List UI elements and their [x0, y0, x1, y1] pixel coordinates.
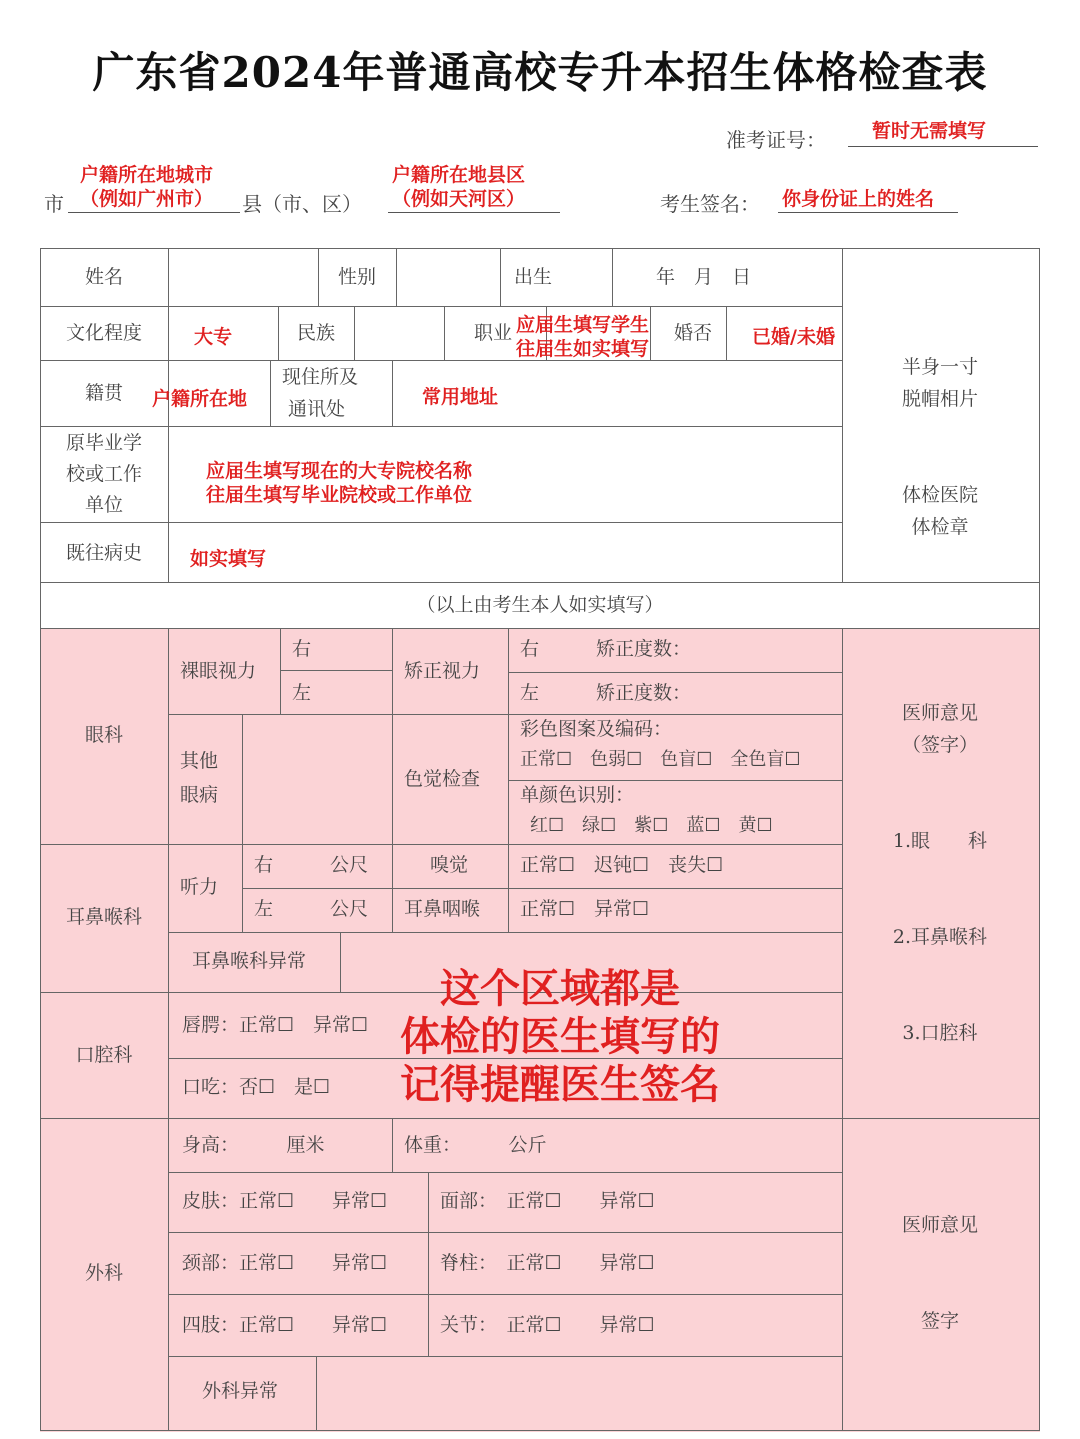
surgery-section-label: 外科 — [84, 1262, 123, 1284]
ethnicity-label: 民族 — [296, 322, 335, 344]
neck-options[interactable]: 颈部：正常☐ 异常☐ — [182, 1252, 388, 1274]
city-field[interactable] — [68, 212, 240, 213]
spine-options[interactable]: 脊柱： 正常☐ 异常☐ — [440, 1252, 655, 1274]
doctor-sign-note: （签字） — [901, 734, 978, 756]
education-value: 大专 — [194, 326, 233, 348]
surgery-abnormal-label: 外科异常 — [202, 1380, 279, 1402]
lips-options[interactable]: 唇腭：正常☐ 异常☐ — [182, 1014, 369, 1036]
ent-abnormal-label: 耳鼻喉科异常 — [192, 950, 307, 972]
joints-options[interactable]: 关节： 正常☐ 异常☐ — [440, 1314, 655, 1336]
annotation-line-1: 这个区域都是 — [440, 966, 680, 1012]
eye-section-label: 眼科 — [84, 724, 123, 746]
address-label-1: 现住所及 — [282, 366, 359, 388]
occupation-value-2: 往届生如实填写 — [516, 338, 650, 360]
smell-options[interactable]: 正常☐ 迟钝☐ 丧失☐ — [520, 854, 724, 876]
name-field[interactable] — [170, 250, 316, 304]
face-options[interactable]: 面部： 正常☐ 异常☐ — [440, 1190, 655, 1212]
history-value: 如实填写 — [190, 548, 267, 570]
birth-label: 出生 — [514, 266, 553, 288]
gender-label: 性别 — [337, 266, 376, 288]
city-hint-1: 户籍所在地城市 — [80, 164, 214, 186]
exam-number-field[interactable] — [848, 146, 1038, 147]
doctor-opinion-label: 医师意见 — [901, 702, 978, 724]
corrected-left-label: 左 矫正度数： — [520, 682, 692, 704]
corrected-right-label: 右 矫正度数： — [520, 638, 692, 660]
hearing-right: 右 公尺 — [254, 854, 369, 876]
school-label-3: 单位 — [84, 494, 123, 516]
naked-right-label: 右 — [292, 638, 312, 660]
self-fill-note: （以上由考生本人如实填写） — [416, 594, 664, 616]
ethnicity-field[interactable] — [356, 308, 442, 358]
city-label: 市 — [44, 192, 64, 216]
doctor-eye-sign[interactable]: 1.眼 科 — [892, 830, 988, 852]
school-value-2: 往届生填写毕业院校或工作单位 — [206, 484, 473, 506]
occupation-value-1: 应届生填写学生 — [516, 314, 650, 336]
skin-options[interactable]: 皮肤：正常☐ 异常☐ — [182, 1190, 388, 1212]
single-color-label: 单颜色识别： — [520, 784, 635, 806]
hearing-label: 听力 — [180, 876, 219, 898]
stutter-options[interactable]: 口吃：否☐ 是☐ — [182, 1076, 331, 1098]
stamp-label-2: 体检章 — [911, 516, 969, 538]
birth-date-field[interactable]: 年 月 日 — [656, 266, 752, 288]
school-value-1: 应届生填写现在的大专院校名称 — [206, 460, 473, 482]
education-label: 文化程度 — [65, 322, 142, 344]
color-pattern-label: 彩色图案及编码： — [520, 718, 673, 740]
exam-number-hint: 暂时无需填写 — [872, 120, 987, 142]
mouth-section-label: 口腔科 — [75, 1044, 133, 1066]
origin-value: 户籍所在地 — [152, 388, 248, 410]
photo-label-2: 脱帽相片 — [901, 388, 978, 410]
marriage-label: 婚否 — [674, 322, 713, 344]
signature-field[interactable] — [778, 212, 958, 213]
signature-hint: 你身份证上的姓名 — [782, 188, 935, 210]
color-vision-label: 色觉检查 — [404, 768, 481, 790]
other-eye-label-1: 其他 — [180, 750, 219, 772]
occupation-label: 职业 — [474, 322, 513, 344]
color-pattern-options[interactable]: 正常☐ 色弱☐ 色盲☐ 全色盲☐ — [520, 749, 801, 770]
county-hint-1: 户籍所在地县区 — [392, 164, 526, 186]
signature-label: 考生签名： — [660, 192, 760, 216]
marriage-value: 已婚/未婚 — [752, 326, 835, 348]
weight-field[interactable]: 体重： 公斤 — [404, 1134, 547, 1156]
county-field[interactable] — [388, 212, 560, 213]
city-hint-2: （例如广州市） — [80, 188, 214, 210]
ent-throat-options[interactable]: 正常☐ 异常☐ — [520, 898, 650, 920]
surgery-doctor-opinion: 医师意见 — [901, 1214, 978, 1236]
annotation-line-3: 记得提醒医生签名 — [400, 1062, 720, 1108]
stamp-label-1: 体检医院 — [901, 484, 978, 506]
corrected-vision-label: 矫正视力 — [404, 660, 481, 682]
county-hint-2: （例如天河区） — [392, 188, 526, 210]
photo-label-1: 半身一寸 — [901, 356, 978, 378]
surgery-doctor-sign[interactable]: 签字 — [920, 1310, 959, 1332]
smell-label: 嗅觉 — [430, 854, 469, 876]
ent-throat-label: 耳鼻咽喉 — [404, 898, 481, 920]
doctor-ent-sign[interactable]: 2.耳鼻喉科 — [892, 926, 988, 948]
naked-vision-label: 裸眼视力 — [180, 660, 257, 682]
page-title: 广东省2024年普通高校专升本招生体格检查表 — [92, 48, 988, 97]
name-label: 姓名 — [84, 266, 123, 288]
annotation-line-2: 体检的医生填写的 — [400, 1014, 720, 1060]
county-label: 县（市、区） — [242, 192, 362, 216]
address-value: 常用地址 — [422, 386, 499, 408]
ent-section-label: 耳鼻喉科 — [65, 906, 142, 928]
naked-left-label: 左 — [292, 682, 312, 704]
exam-number-label: 准考证号： — [726, 128, 826, 152]
limbs-options[interactable]: 四肢：正常☐ 异常☐ — [182, 1314, 388, 1336]
history-label: 既往病史 — [65, 542, 142, 564]
school-label-2: 校或工作 — [65, 463, 142, 485]
height-field[interactable]: 身高： 厘米 — [182, 1134, 325, 1156]
school-label-1: 原毕业学 — [65, 432, 142, 454]
single-color-options[interactable]: 红☐ 绿☐ 紫☐ 蓝☐ 黄☐ — [530, 815, 773, 836]
other-eye-label-2: 眼病 — [180, 784, 219, 806]
hearing-left: 左 公尺 — [254, 898, 369, 920]
origin-label: 籍贯 — [84, 382, 123, 404]
address-label-2: 通讯处 — [288, 398, 346, 420]
doctor-mouth-sign[interactable]: 3.口腔科 — [902, 1022, 978, 1044]
gender-field[interactable] — [398, 250, 498, 304]
